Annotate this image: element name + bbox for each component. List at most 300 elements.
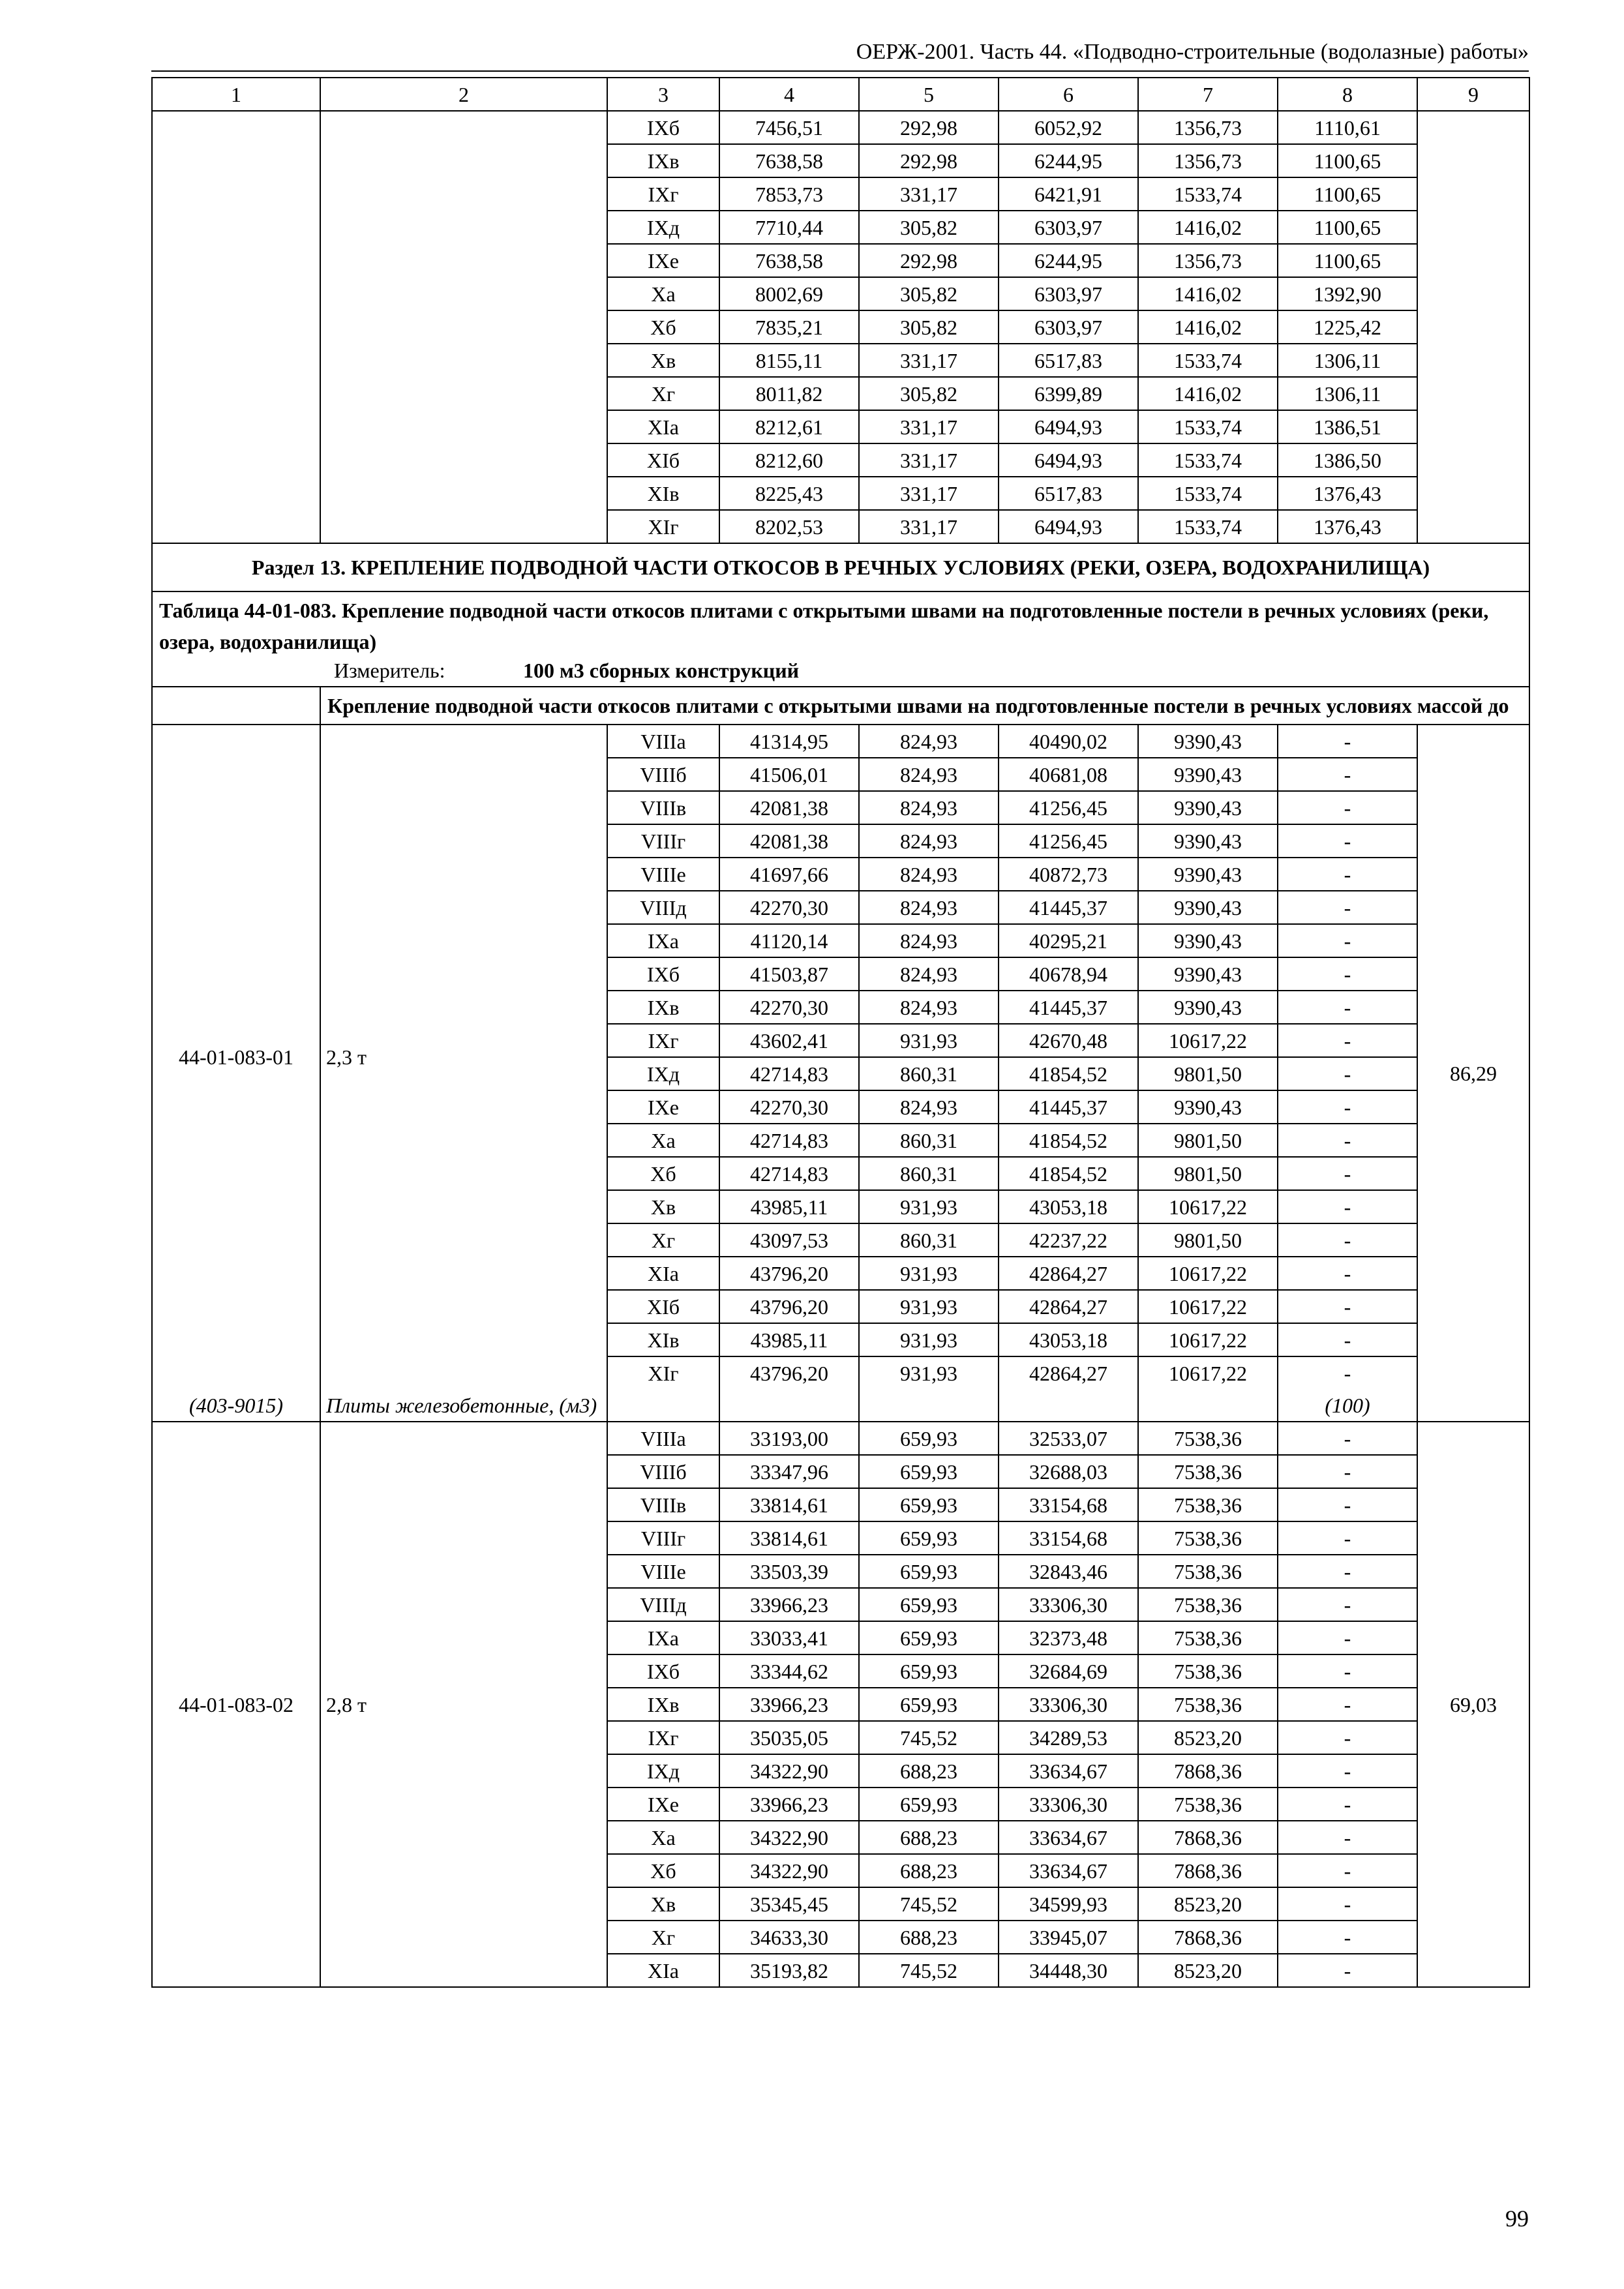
materials-cell: -	[1278, 1555, 1417, 1588]
total-cost-cell: 33193,00	[719, 1422, 859, 1455]
column-number: 7	[1138, 78, 1278, 111]
materials-cell: -	[1278, 1024, 1417, 1057]
machines-cell: 41854,52	[999, 1057, 1138, 1090]
wages-cell: 931,93	[859, 1323, 999, 1356]
wages-cell: 860,31	[859, 1223, 999, 1257]
wages-cell: 659,93	[859, 1455, 999, 1488]
column-number: 6	[999, 78, 1138, 111]
resource-name: Плиты железобетонные, (м3)	[320, 1389, 607, 1422]
machines-cell: 33154,68	[999, 1488, 1138, 1521]
wages-cell: 305,82	[859, 377, 999, 410]
wages-cell: 824,93	[859, 725, 999, 758]
materials-cell: 1110,61	[1278, 111, 1417, 144]
machinists-wages-cell: 10617,22	[1138, 1356, 1278, 1389]
item-mass: 2,3 т	[320, 725, 607, 1389]
total-cost-cell: 7710,44	[719, 211, 859, 244]
machines-cell: 6303,97	[999, 211, 1138, 244]
wages-cell: 292,98	[859, 244, 999, 277]
materials-cell: -	[1278, 1887, 1417, 1921]
machines-cell: 41854,52	[999, 1124, 1138, 1157]
total-cost-cell: 42081,38	[719, 824, 859, 858]
machinists-wages-cell: 1416,02	[1138, 211, 1278, 244]
materials-cell: -	[1278, 1621, 1417, 1654]
zone-cell: XIа	[607, 410, 719, 443]
materials-cell: -	[1278, 1356, 1417, 1389]
resource-qty: (100)	[1278, 1389, 1417, 1422]
materials-cell: -	[1278, 725, 1417, 758]
machines-cell: 33634,67	[999, 1754, 1138, 1788]
wages-cell: 659,93	[859, 1654, 999, 1688]
machines-cell: 42237,22	[999, 1223, 1138, 1257]
wages-cell: 931,93	[859, 1356, 999, 1389]
total-cost-cell: 8155,11	[719, 344, 859, 377]
machines-cell: 43053,18	[999, 1323, 1138, 1356]
total-cost-cell: 34322,90	[719, 1754, 859, 1788]
zone-cell: Xг	[607, 1223, 719, 1257]
machines-cell: 42864,27	[999, 1257, 1138, 1290]
machines-cell: 6303,97	[999, 310, 1138, 344]
machinists-wages-cell: 9390,43	[1138, 858, 1278, 891]
machinists-wages-cell: 10617,22	[1138, 1257, 1278, 1290]
machinists-wages-cell: 9390,43	[1138, 924, 1278, 957]
zone-cell: VIIIв	[607, 1488, 719, 1521]
zone-cell: Xб	[607, 310, 719, 344]
total-cost-cell: 41697,66	[719, 858, 859, 891]
materials-cell: 1306,11	[1278, 344, 1417, 377]
rates-table	[151, 77, 1530, 1988]
resource-empty-cell	[607, 1389, 719, 1422]
zone-cell: IXв	[607, 144, 719, 177]
machinists-wages-cell: 7868,36	[1138, 1854, 1278, 1887]
total-cost-cell: 8212,61	[719, 410, 859, 443]
total-cost-cell: 34633,30	[719, 1921, 859, 1954]
machinists-wages-cell: 7868,36	[1138, 1754, 1278, 1788]
name-cell-empty	[320, 111, 607, 543]
machinists-wages-cell: 8523,20	[1138, 1954, 1278, 1987]
total-cost-cell: 33966,23	[719, 1688, 859, 1721]
zone-cell: Xа	[607, 1821, 719, 1854]
total-cost-cell: 43796,20	[719, 1356, 859, 1389]
zone-cell: XIа	[607, 1954, 719, 1987]
materials-cell: -	[1278, 957, 1417, 991]
total-cost-cell: 33344,62	[719, 1654, 859, 1688]
machinists-wages-cell: 8523,20	[1138, 1887, 1278, 1921]
resource-empty-cell	[719, 1389, 859, 1422]
table-subtitle: Крепление подводной части откосов плитами с открытыми швами на подготовленные постели в речных условиях массой до	[320, 687, 1529, 725]
total-cost-cell: 43985,11	[719, 1323, 859, 1356]
total-cost-cell: 42081,38	[719, 791, 859, 824]
machines-cell: 6494,93	[999, 510, 1138, 543]
materials-cell: -	[1278, 1588, 1417, 1621]
machines-cell: 6399,89	[999, 377, 1138, 410]
wages-cell: 305,82	[859, 310, 999, 344]
wages-cell: 331,17	[859, 443, 999, 477]
zone-cell: IXд	[607, 1057, 719, 1090]
total-cost-cell: 43796,20	[719, 1257, 859, 1290]
machines-cell: 40681,08	[999, 758, 1138, 791]
zone-cell: IXб	[607, 1654, 719, 1688]
total-cost-cell: 42270,30	[719, 1090, 859, 1124]
total-cost-cell: 33503,39	[719, 1555, 859, 1588]
column-number: 2	[320, 78, 607, 111]
zone-cell: VIIIе	[607, 858, 719, 891]
machinists-wages-cell: 9801,50	[1138, 1157, 1278, 1190]
zone-cell: IXг	[607, 1024, 719, 1057]
machines-cell: 40490,02	[999, 725, 1138, 758]
table-subtitle-row	[152, 687, 1529, 725]
machines-cell: 41445,37	[999, 891, 1138, 924]
wages-cell: 931,93	[859, 1190, 999, 1223]
zone-cell: XIв	[607, 477, 719, 510]
machinists-wages-cell: 1533,74	[1138, 477, 1278, 510]
column-number: 9	[1417, 78, 1529, 111]
wages-cell: 931,93	[859, 1290, 999, 1323]
total-cost-cell: 34322,90	[719, 1854, 859, 1887]
item-labor: 69,03	[1417, 1422, 1529, 1987]
meter-label: Измеритель:	[334, 659, 445, 682]
wages-cell: 824,93	[859, 924, 999, 957]
wages-cell: 659,93	[859, 1588, 999, 1621]
total-cost-cell: 8212,60	[719, 443, 859, 477]
section-title: Раздел 13. КРЕПЛЕНИЕ ПОДВОДНОЙ ЧАСТИ ОТКОСОВ В РЕЧНЫХ УСЛОВИЯХ (РЕКИ, ОЗЕРА, ВОДОХРАНИЛИЩА)	[152, 543, 1529, 591]
machines-cell: 42864,27	[999, 1290, 1138, 1323]
wages-cell: 688,23	[859, 1854, 999, 1887]
zone-cell: IXг	[607, 177, 719, 211]
table-title: Таблица 44-01-083. Крепление подводной части откосов плитами с открытыми швами на подготовленные постели в речных условиях (реки, озера, водохранилища)	[159, 599, 1489, 653]
materials-cell: -	[1278, 1821, 1417, 1854]
wages-cell: 824,93	[859, 858, 999, 891]
machinists-wages-cell: 7538,36	[1138, 1588, 1278, 1621]
wages-cell: 659,93	[859, 1621, 999, 1654]
materials-cell: -	[1278, 1455, 1417, 1488]
materials-cell: 1392,90	[1278, 277, 1417, 310]
machinists-wages-cell: 1416,02	[1138, 277, 1278, 310]
machines-cell: 33634,67	[999, 1821, 1138, 1854]
zone-cell: IXб	[607, 111, 719, 144]
materials-cell: -	[1278, 824, 1417, 858]
machinists-wages-cell: 1533,74	[1138, 344, 1278, 377]
total-cost-cell: 35035,05	[719, 1721, 859, 1754]
materials-cell: -	[1278, 1124, 1417, 1157]
zone-cell: Xб	[607, 1157, 719, 1190]
machines-cell: 33154,68	[999, 1521, 1138, 1555]
machines-cell: 32373,48	[999, 1621, 1138, 1654]
machines-cell: 34599,93	[999, 1887, 1138, 1921]
machines-cell: 34289,53	[999, 1721, 1138, 1754]
zone-cell: VIIIг	[607, 824, 719, 858]
wages-cell: 305,82	[859, 277, 999, 310]
materials-cell: -	[1278, 1157, 1417, 1190]
machines-cell: 33306,30	[999, 1588, 1138, 1621]
machinists-wages-cell: 9390,43	[1138, 991, 1278, 1024]
materials-cell: -	[1278, 1190, 1417, 1223]
total-cost-cell: 33814,61	[719, 1488, 859, 1521]
wages-cell: 860,31	[859, 1124, 999, 1157]
wages-cell: 860,31	[859, 1157, 999, 1190]
header-rule	[151, 70, 1529, 72]
materials-cell: 1386,50	[1278, 443, 1417, 477]
wages-cell: 659,93	[859, 1788, 999, 1821]
materials-cell: -	[1278, 1257, 1417, 1290]
total-cost-cell: 42714,83	[719, 1157, 859, 1190]
total-cost-cell: 42270,30	[719, 891, 859, 924]
total-cost-cell: 43602,41	[719, 1024, 859, 1057]
total-cost-cell: 8002,69	[719, 277, 859, 310]
total-cost-cell: 7638,58	[719, 244, 859, 277]
machinists-wages-cell: 1356,73	[1138, 244, 1278, 277]
machines-cell: 41445,37	[999, 991, 1138, 1024]
machinists-wages-cell: 1416,02	[1138, 377, 1278, 410]
meter-line	[159, 657, 1522, 683]
machines-cell: 32684,69	[999, 1654, 1138, 1688]
resource-empty-cell	[1138, 1389, 1278, 1422]
machines-cell: 32533,07	[999, 1422, 1138, 1455]
wages-cell: 331,17	[859, 477, 999, 510]
wages-cell: 931,93	[859, 1257, 999, 1290]
total-cost-cell: 41506,01	[719, 758, 859, 791]
rates-table-body	[152, 78, 1529, 1987]
table-row	[152, 725, 1529, 758]
machinists-wages-cell: 7538,36	[1138, 1488, 1278, 1521]
materials-cell: 1386,51	[1278, 410, 1417, 443]
machinists-wages-cell: 7868,36	[1138, 1921, 1278, 1954]
materials-cell: -	[1278, 991, 1417, 1024]
table-subtitle-spacer	[152, 687, 320, 725]
item-mass: 2,8 т	[320, 1422, 607, 1987]
total-cost-cell: 33347,96	[719, 1455, 859, 1488]
wages-cell: 659,93	[859, 1422, 999, 1455]
wages-cell: 331,17	[859, 177, 999, 211]
materials-cell: -	[1278, 1521, 1417, 1555]
machines-cell: 33945,07	[999, 1921, 1138, 1954]
zone-cell: XIб	[607, 443, 719, 477]
machinists-wages-cell: 10617,22	[1138, 1190, 1278, 1223]
resource-empty-cell	[999, 1389, 1138, 1422]
total-cost-cell: 33966,23	[719, 1588, 859, 1621]
wages-cell: 824,93	[859, 957, 999, 991]
wages-cell: 745,52	[859, 1954, 999, 1987]
total-cost-cell: 33966,23	[719, 1788, 859, 1821]
zone-cell: XIв	[607, 1323, 719, 1356]
machines-cell: 6244,95	[999, 144, 1138, 177]
materials-cell: -	[1278, 1954, 1417, 1987]
machinists-wages-cell: 7538,36	[1138, 1455, 1278, 1488]
machines-cell: 43053,18	[999, 1190, 1138, 1223]
total-cost-cell: 34322,90	[719, 1821, 859, 1854]
materials-cell: -	[1278, 1721, 1417, 1754]
zone-cell: XIг	[607, 1356, 719, 1389]
machinists-wages-cell: 1533,74	[1138, 510, 1278, 543]
materials-cell: -	[1278, 1654, 1417, 1688]
machines-cell: 6052,92	[999, 111, 1138, 144]
wages-cell: 292,98	[859, 144, 999, 177]
machinists-wages-cell: 7538,36	[1138, 1654, 1278, 1688]
wages-cell: 688,23	[859, 1821, 999, 1854]
total-cost-cell: 8225,43	[719, 477, 859, 510]
total-cost-cell: 7638,58	[719, 144, 859, 177]
materials-cell: 1225,42	[1278, 310, 1417, 344]
machinists-wages-cell: 7538,36	[1138, 1621, 1278, 1654]
machines-cell: 6517,83	[999, 344, 1138, 377]
total-cost-cell: 43796,20	[719, 1290, 859, 1323]
zone-cell: VIIIа	[607, 1422, 719, 1455]
zone-cell: VIIIб	[607, 1455, 719, 1488]
machines-cell: 41854,52	[999, 1157, 1138, 1190]
machinists-wages-cell: 1533,74	[1138, 443, 1278, 477]
materials-cell: 1100,65	[1278, 244, 1417, 277]
resource-empty-cell	[859, 1389, 999, 1422]
machinists-wages-cell: 7868,36	[1138, 1821, 1278, 1854]
zone-cell: IXе	[607, 1788, 719, 1821]
machinists-wages-cell: 1356,73	[1138, 111, 1278, 144]
wages-cell: 659,93	[859, 1555, 999, 1588]
materials-cell: -	[1278, 1921, 1417, 1954]
machinists-wages-cell: 7538,36	[1138, 1555, 1278, 1588]
item-code: 44-01-083-02	[152, 1422, 320, 1987]
total-cost-cell: 43097,53	[719, 1223, 859, 1257]
wages-cell: 331,17	[859, 410, 999, 443]
total-cost-cell: 41120,14	[719, 924, 859, 957]
total-cost-cell: 8011,82	[719, 377, 859, 410]
machinists-wages-cell: 9390,43	[1138, 725, 1278, 758]
machines-cell: 32688,03	[999, 1455, 1138, 1488]
table-row	[152, 1422, 1529, 1455]
column-number: 8	[1278, 78, 1417, 111]
machines-cell: 6421,91	[999, 177, 1138, 211]
materials-cell: 1376,43	[1278, 477, 1417, 510]
total-cost-cell: 33033,41	[719, 1621, 859, 1654]
machinists-wages-cell: 1533,74	[1138, 177, 1278, 211]
zone-cell: IXе	[607, 1090, 719, 1124]
wages-cell: 824,93	[859, 791, 999, 824]
materials-cell: 1306,11	[1278, 377, 1417, 410]
materials-cell: 1100,65	[1278, 177, 1417, 211]
machines-cell: 6517,83	[999, 477, 1138, 510]
machinists-wages-cell: 9801,50	[1138, 1124, 1278, 1157]
machinists-wages-cell: 1533,74	[1138, 410, 1278, 443]
materials-cell: -	[1278, 1057, 1417, 1090]
machines-cell: 42864,27	[999, 1356, 1138, 1389]
machinists-wages-cell: 9801,50	[1138, 1223, 1278, 1257]
total-cost-cell: 7456,51	[719, 111, 859, 144]
meter-value: 100 м3 сборных конструкций	[523, 659, 800, 682]
machines-cell: 33634,67	[999, 1854, 1138, 1887]
total-cost-cell: 41314,95	[719, 725, 859, 758]
total-cost-cell: 42270,30	[719, 991, 859, 1024]
zone-cell: IXб	[607, 957, 719, 991]
total-cost-cell: 35193,82	[719, 1954, 859, 1987]
column-number-row	[152, 78, 1529, 111]
column-number: 3	[607, 78, 719, 111]
wages-cell: 824,93	[859, 1090, 999, 1124]
total-cost-cell: 7853,73	[719, 177, 859, 211]
column-number: 5	[859, 78, 999, 111]
zone-cell: Xб	[607, 1854, 719, 1887]
machinists-wages-cell: 7538,36	[1138, 1788, 1278, 1821]
wages-cell: 824,93	[859, 824, 999, 858]
zone-cell: XIа	[607, 1257, 719, 1290]
wages-cell: 745,52	[859, 1721, 999, 1754]
zone-cell: XIб	[607, 1290, 719, 1323]
zone-cell: VIIIе	[607, 1555, 719, 1588]
resource-row	[152, 1389, 1529, 1422]
wages-cell: 305,82	[859, 211, 999, 244]
machinists-wages-cell: 10617,22	[1138, 1323, 1278, 1356]
table-row	[152, 111, 1529, 144]
zone-cell: IXд	[607, 211, 719, 244]
materials-cell: -	[1278, 1290, 1417, 1323]
machinists-wages-cell: 9390,43	[1138, 758, 1278, 791]
zone-cell: Xв	[607, 1190, 719, 1223]
machinists-wages-cell: 9390,43	[1138, 824, 1278, 858]
document-page	[151, 77, 1529, 1988]
machines-cell: 6244,95	[999, 244, 1138, 277]
materials-cell: 1100,65	[1278, 211, 1417, 244]
materials-cell: 1100,65	[1278, 144, 1417, 177]
item-labor: 86,29	[1417, 725, 1529, 1422]
zone-cell: IXа	[607, 1621, 719, 1654]
zone-cell: Xв	[607, 1887, 719, 1921]
table-title-row	[152, 591, 1529, 687]
materials-cell: -	[1278, 791, 1417, 824]
total-cost-cell: 43985,11	[719, 1190, 859, 1223]
zone-cell: VIIIг	[607, 1521, 719, 1555]
zone-cell: XIг	[607, 510, 719, 543]
materials-cell: -	[1278, 1323, 1417, 1356]
materials-cell: -	[1278, 924, 1417, 957]
machines-cell: 41256,45	[999, 791, 1138, 824]
wages-cell: 659,93	[859, 1688, 999, 1721]
machinists-wages-cell: 7538,36	[1138, 1422, 1278, 1455]
wages-cell: 860,31	[859, 1057, 999, 1090]
total-cost-cell: 42714,83	[719, 1124, 859, 1157]
materials-cell: -	[1278, 1754, 1417, 1788]
materials-cell: -	[1278, 1488, 1417, 1521]
wages-cell: 688,23	[859, 1921, 999, 1954]
wages-cell: 824,93	[859, 991, 999, 1024]
wages-cell: 824,93	[859, 758, 999, 791]
materials-cell: -	[1278, 1854, 1417, 1887]
wages-cell: 824,93	[859, 891, 999, 924]
machinists-wages-cell: 8523,20	[1138, 1721, 1278, 1754]
materials-cell: -	[1278, 1688, 1417, 1721]
machinists-wages-cell: 7538,36	[1138, 1688, 1278, 1721]
machines-cell: 41445,37	[999, 1090, 1138, 1124]
resource-code: (403-9015)	[152, 1389, 320, 1422]
materials-cell: -	[1278, 1422, 1417, 1455]
wages-cell: 745,52	[859, 1887, 999, 1921]
wages-cell: 931,93	[859, 1024, 999, 1057]
materials-cell: 1376,43	[1278, 510, 1417, 543]
zone-cell: IXв	[607, 991, 719, 1024]
zone-cell: Xв	[607, 344, 719, 377]
machinists-wages-cell: 9390,43	[1138, 957, 1278, 991]
machinists-wages-cell: 9801,50	[1138, 1057, 1278, 1090]
labor-cell-empty	[1417, 111, 1529, 543]
machinists-wages-cell: 1356,73	[1138, 144, 1278, 177]
zone-cell: VIIIд	[607, 1588, 719, 1621]
machines-cell: 42670,48	[999, 1024, 1138, 1057]
item-code: 44-01-083-01	[152, 725, 320, 1389]
zone-cell: VIIIд	[607, 891, 719, 924]
zone-cell: IXе	[607, 244, 719, 277]
machines-cell: 32843,46	[999, 1555, 1138, 1588]
machinists-wages-cell: 1416,02	[1138, 310, 1278, 344]
total-cost-cell: 42714,83	[719, 1057, 859, 1090]
total-cost-cell: 41503,87	[719, 957, 859, 991]
wages-cell: 331,17	[859, 344, 999, 377]
total-cost-cell: 33814,61	[719, 1521, 859, 1555]
